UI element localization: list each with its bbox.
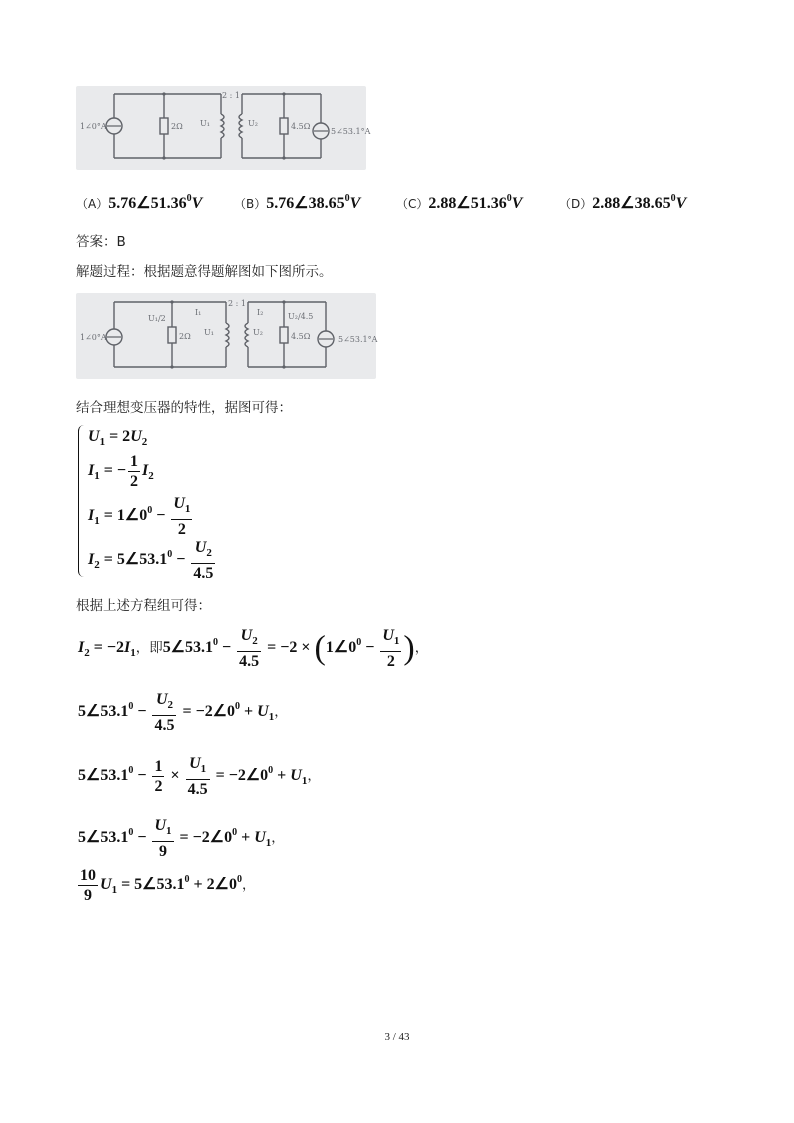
option-b: （B）5.76∠38.65$^0$V <box>234 193 361 212</box>
circuit-figure-1 <box>76 86 371 170</box>
fig2-i2-label: I₂ <box>257 308 264 317</box>
transformer-text: 结合理想变压器的特性，据图可得： <box>76 400 292 416</box>
fig1-u2-label: U₂ <box>248 119 258 128</box>
derivation-line-3: $5\angle 53.1^0$ − $\frac{1}{2}$ × $\frac{U_1}{4.5}$ = $-2\angle 0^0 + U_1$， <box>78 755 321 798</box>
fig1-src-left-label: 1∠0°A <box>80 122 107 131</box>
derivation-line-2: $5\angle 53.1^0$ − $\frac{U_2}{4.5}$ = $-2\angle 0^0 + U_1$， <box>78 691 288 734</box>
option-a: （A）5.76∠51.36$^0$V <box>76 193 203 212</box>
fig1-src-right-label: 5∠53.1°A <box>331 127 371 136</box>
page-number: 3 / 43 <box>384 1031 410 1043</box>
option-c: （C）2.88∠51.36$^0$V <box>396 193 523 212</box>
process-intro-text: 解题过程：根据题意得题解图如下图所示。 <box>76 264 333 280</box>
fig2-r-right-label: 4.5Ω <box>291 332 311 341</box>
fig1-r-left-label: 2Ω <box>171 122 183 131</box>
fig2-ratio-label: 2 : 1 <box>228 299 246 308</box>
fig2-src-right-label: 5∠53.1°A <box>338 335 378 344</box>
equation-system-brace <box>78 425 85 577</box>
eq-i1-i2: $I_1$ = − $\frac{1}{2}$ $I_2$ <box>88 453 154 490</box>
fig2-i1-label: I₁ <box>195 308 202 317</box>
derivation-line-1: $I_2 = -2I_1$，即$5\angle 53.1^0$ − $\frac{U_2}{4.5}$ = $-2 \times (1\angle 0^0$ − $\frac{U_1}{2}$ )， <box>78 627 429 670</box>
fig2-src-left-label: 1∠0°A <box>80 333 107 342</box>
fig2-r-left-label: 2Ω <box>179 332 191 341</box>
option-d: （D）2.88∠38.65$^0$V <box>559 193 687 212</box>
eq-u1-2u2: $U_1 = 2U_2$ <box>88 428 148 448</box>
fig1-ratio-label: 2 : 1 <box>222 91 240 100</box>
fig1-u1-label: U₁ <box>200 119 210 128</box>
eq-i1-source: $I_1$ = $1\angle 0^0$ − $\frac{U_1}{2}$ <box>88 495 191 538</box>
answer-text: 答案：B <box>76 234 126 250</box>
system-text: 根据上述方程组可得： <box>76 598 211 614</box>
fig2-u2-label: U₂ <box>253 328 263 337</box>
fig2-u1-over-2-label: U₁/2 <box>148 314 166 323</box>
derivation-line-4: $5\angle 53.1^0$ − $\frac{U_1}{9}$ = $-2\angle 0^0 + U_1$， <box>78 817 285 860</box>
eq-i2-source: $I_2$ = $5\angle 53.1^0$ − $\frac{U_2}{4.5}$ <box>88 539 214 582</box>
circuit-figure-2 <box>76 293 376 379</box>
derivation-line-5: $\frac{10}{9}$ $U_1$ = $5\angle 53.1^0$ + $2\angle 0^0$， <box>80 867 256 904</box>
fig2-u2-over-45-label: U₂/4.5 <box>288 312 314 321</box>
fig2-u1-label: U₁ <box>204 328 214 337</box>
fig1-r-right-label: 4.5Ω <box>291 122 311 131</box>
